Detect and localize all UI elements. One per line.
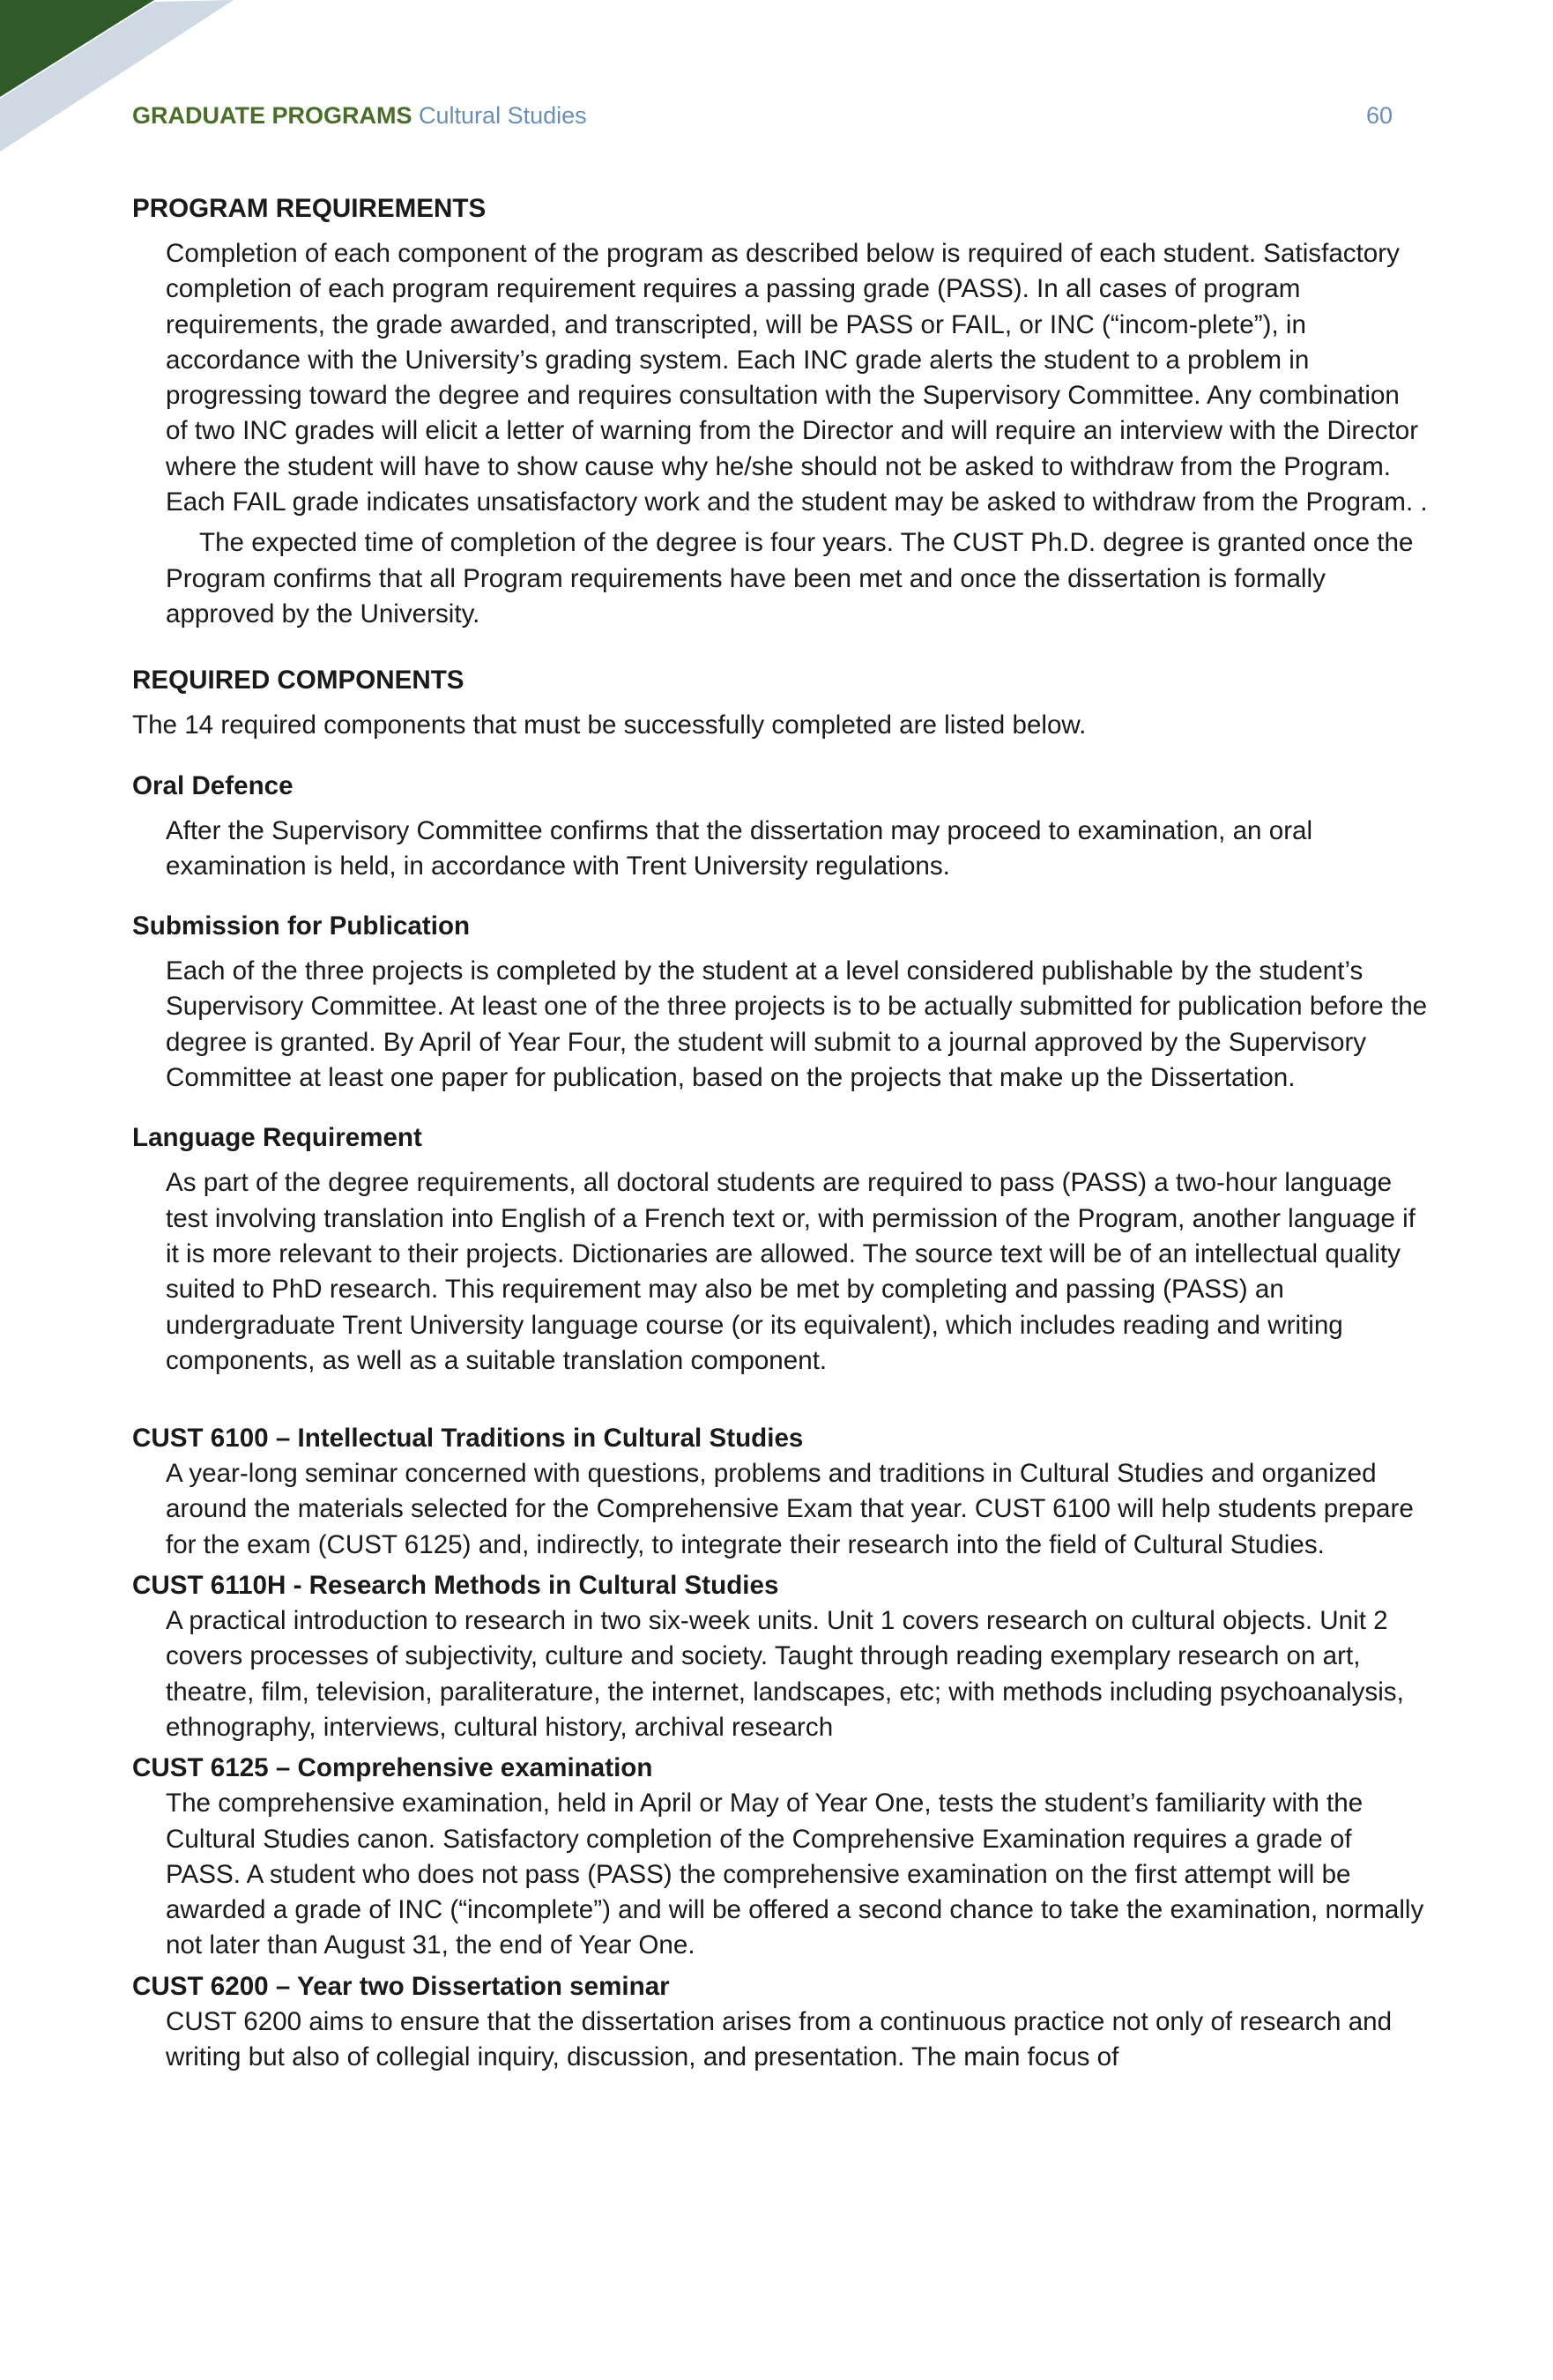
page-content — [132, 191, 1428, 2075]
program-requirements-paragraph-2: The expected time of completion of the degree is four years. The CUST Ph.D. degree is granted once the Program confirms that all Program requirements have been met and once the dissertation is formally approved by the University. — [166, 528, 1414, 628]
oral-defence-heading: Oral Defence — [132, 770, 294, 800]
header-program: GRADUATE PROGRAMS — [132, 102, 412, 129]
course-heading: CUST 6100 – Intellectual Traditions in Cultural Studies — [132, 1424, 804, 1454]
corner-decoration — [0, 0, 247, 167]
submission-heading: Submission for Publication — [132, 911, 471, 941]
language-heading: Language Requirement — [132, 1123, 422, 1153]
page-header — [132, 100, 1393, 130]
course-description: A practical introduction to research in two six-week units. Unit 1 covers research on cultural objects. Unit 2 covers processes of subjectivity, culture and society. Taught through reading exemplary research on art, theatre, film, television, paraliterature, the internet, landscapes, etc; with methods including psychoanalysis, ethnography, interviews, cultural history, archival research — [166, 1606, 1404, 1742]
header-section: Cultural Studies — [419, 102, 587, 129]
course-heading: CUST 6200 – Year two Dissertation seminar — [132, 1971, 670, 2001]
required-components-intro: The 14 required components that must be successfully completed are listed below. — [132, 710, 1087, 740]
page-number: 60 — [1365, 102, 1393, 129]
program-requirements-paragraph-1: Completion of each component of the program as described below is required of each student. Satisfactory completion of each program requirement requires a passing grade (PASS). In all cases of program requirements, the grade awarded, and transcripted, will be PASS or FAIL, or INC (“incom-plete”), in accordance with the University’s grading system. Each INC grade alerts the student to a problem in progressing toward the degree and requires consultation with the Supervisory Committee. Any combination of two INC grades will elicit a letter of warning from the Director and will require an interview with the Director where the student will have to show cause why he/she should not be asked to withdraw from the Program. Each FAIL grade indicates unsatisfactory work and the student may be asked to withdraw from the Program. . — [166, 239, 1428, 517]
course-description: A year-long seminar concerned with questions, problems and traditions in Cultural Studies and organized around the materials selected for the Comprehensive Exam that year. CUST 6100 will help students prepare for the exam (CUST 6125) and, indirectly, to integrate their research into the field of Cultural Studies. — [166, 1459, 1414, 1559]
course-heading: CUST 6110H - Research Methods in Cultural Studies — [132, 1571, 779, 1601]
course-heading: CUST 6125 – Comprehensive examination — [132, 1753, 653, 1783]
program-requirements-heading: PROGRAM REQUIREMENTS — [132, 194, 487, 223]
course-description: CUST 6200 aims to ensure that the dissertation arises from a continuous practice not only of research and writing but also of collegial inquiry, discussion, and presentation. The main focus of — [166, 2006, 1393, 2071]
submission-text: Each of the three projects is completed by the student at a level considered publishable by the student’s Supervisory Committee. At least one of the three projects is to be actually submitted for publication before the degree is granted. By April of Year Four, the student will submit to a journal approved by the Supervisory Committee at least one paper for publication, based on the projects that make up the Dissertation. — [166, 956, 1428, 1093]
course-description: The comprehensive examination, held in April or May of Year One, tests the student’s familiarity with the Cultural Studies canon. Satisfactory completion of the Comprehensive Examination requires a grade of PASS. A student who does not pass (PASS) the comprehensive examination on the first attempt will be awarded a grade of INC (“incomplete”) and will be offered a second chance to take the examination, normally not later than August 31, the end of Year One. — [166, 1789, 1424, 1960]
required-components-heading: REQUIRED COMPONENTS — [132, 666, 464, 695]
language-text: As part of the degree requirements, all doctoral students are required to pass (PASS) a two-hour language test involving translation into English of a French text or, with permission of the Program, another language if it is more relevant to their projects. Dictionaries are allowed. The source text will be of an intellectual quality suited to PhD research. This requirement may also be met by completing and passing (PASS) an undergraduate Trent University language course (or its equivalent), which includes reading and writing components, as well as a suitable translation component. — [166, 1168, 1416, 1375]
oral-defence-text: After the Supervisory Committee confirms that the dissertation may proceed to examination, an oral examination is held, in accordance with Trent University regulations. — [166, 815, 1313, 881]
